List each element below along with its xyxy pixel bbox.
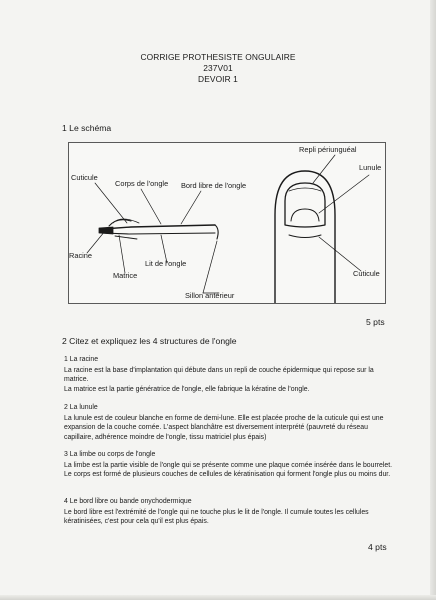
item-title: 3 La limbe ou corps de l'ongle: [64, 451, 156, 458]
item-title: 4 Le bord libre ou bande onychodermique: [64, 498, 192, 505]
item-paragraph: Le bord libre est l'extrémité de l'ongle qui ne touche plus le lit de l'ongle. Il cumule toutes les cellules kératinisées, c'est pour cela qu'il est plus épais.: [64, 509, 369, 526]
item-paragraph: La racine est la base d'implantation qui débute dans un repli de couche épidermique qui repose sur la matrice.: [64, 367, 374, 384]
item-paragraph: La lunule est de couleur blanche en forme de demi-lune. Elle est placée proche de la cuticule qui est une expansion de la couche cornée. L'aspect blanchâtre est diversement interprété (pauvreté du réseau capillaire, adhérence moindre de l'ongle, tissu matriciel plus épais): [64, 415, 384, 441]
label-cuticule-left: Cuticule: [71, 173, 98, 182]
label-lit: Lit de l'ongle: [145, 259, 187, 268]
item-title: 2 La lunule: [64, 404, 98, 411]
label-repli: Repli périunguéal: [299, 145, 357, 154]
label-sillon: Sillon antérieur: [185, 291, 235, 300]
nail-diagram: [68, 142, 386, 304]
lunula-outline: [291, 209, 319, 221]
cuticle-line: [289, 235, 321, 238]
nail-bed-line: [103, 233, 215, 234]
item-text: [64, 508, 394, 527]
section-1-points: 5 pts: [366, 317, 385, 327]
nail-free-edge: [215, 225, 218, 239]
scan-edge: [430, 0, 436, 600]
item-text: [64, 414, 394, 442]
nail-highlight: [289, 188, 321, 191]
header-title: CORRIGE PROTHESISTE ONGULAIRE: [140, 52, 296, 62]
fold-curve: [109, 220, 131, 226]
section-2-title: 2 Citez et expliquez les 4 structures de l'ongle: [62, 336, 237, 346]
header-code: 237V01: [203, 63, 233, 73]
document-header: [0, 52, 436, 85]
section-1-title: 1 Le schéma: [62, 123, 112, 133]
label-racine: Racine: [69, 251, 93, 260]
label-corps: Corps de l'ongle: [115, 179, 169, 188]
skin-under-line: [115, 236, 137, 239]
section-2-points: 4 pts: [368, 542, 387, 552]
header-subtitle: DEVOIR 1: [198, 74, 238, 84]
label-matrice: Matrice: [113, 271, 138, 280]
nail-plate-line: [103, 225, 215, 229]
item-paragraph: La matrice est la partie génératrice de l'ongle, elle fabrique la kératine de l'ongle.: [64, 385, 310, 393]
nail-root-fill: [99, 227, 113, 234]
item-paragraph: La limbe est la partie visible de l'ongle qui se présente comme une plaque cornée insérée dans le bourrelet. Le corps est formé de plusieurs couches de cellules de kératinisation qui forment l'ongle plus ou moins dur.: [64, 462, 393, 479]
scan-edge: [0, 595, 436, 600]
label-lunule: Lunule: [359, 163, 382, 172]
item-text: [64, 461, 394, 480]
label-cuticule-right: Cuticule: [353, 269, 380, 278]
label-bord-libre: Bord libre de l'ongle: [181, 181, 247, 190]
item-title: 1 La racine: [64, 356, 99, 363]
item-text: [64, 366, 394, 394]
